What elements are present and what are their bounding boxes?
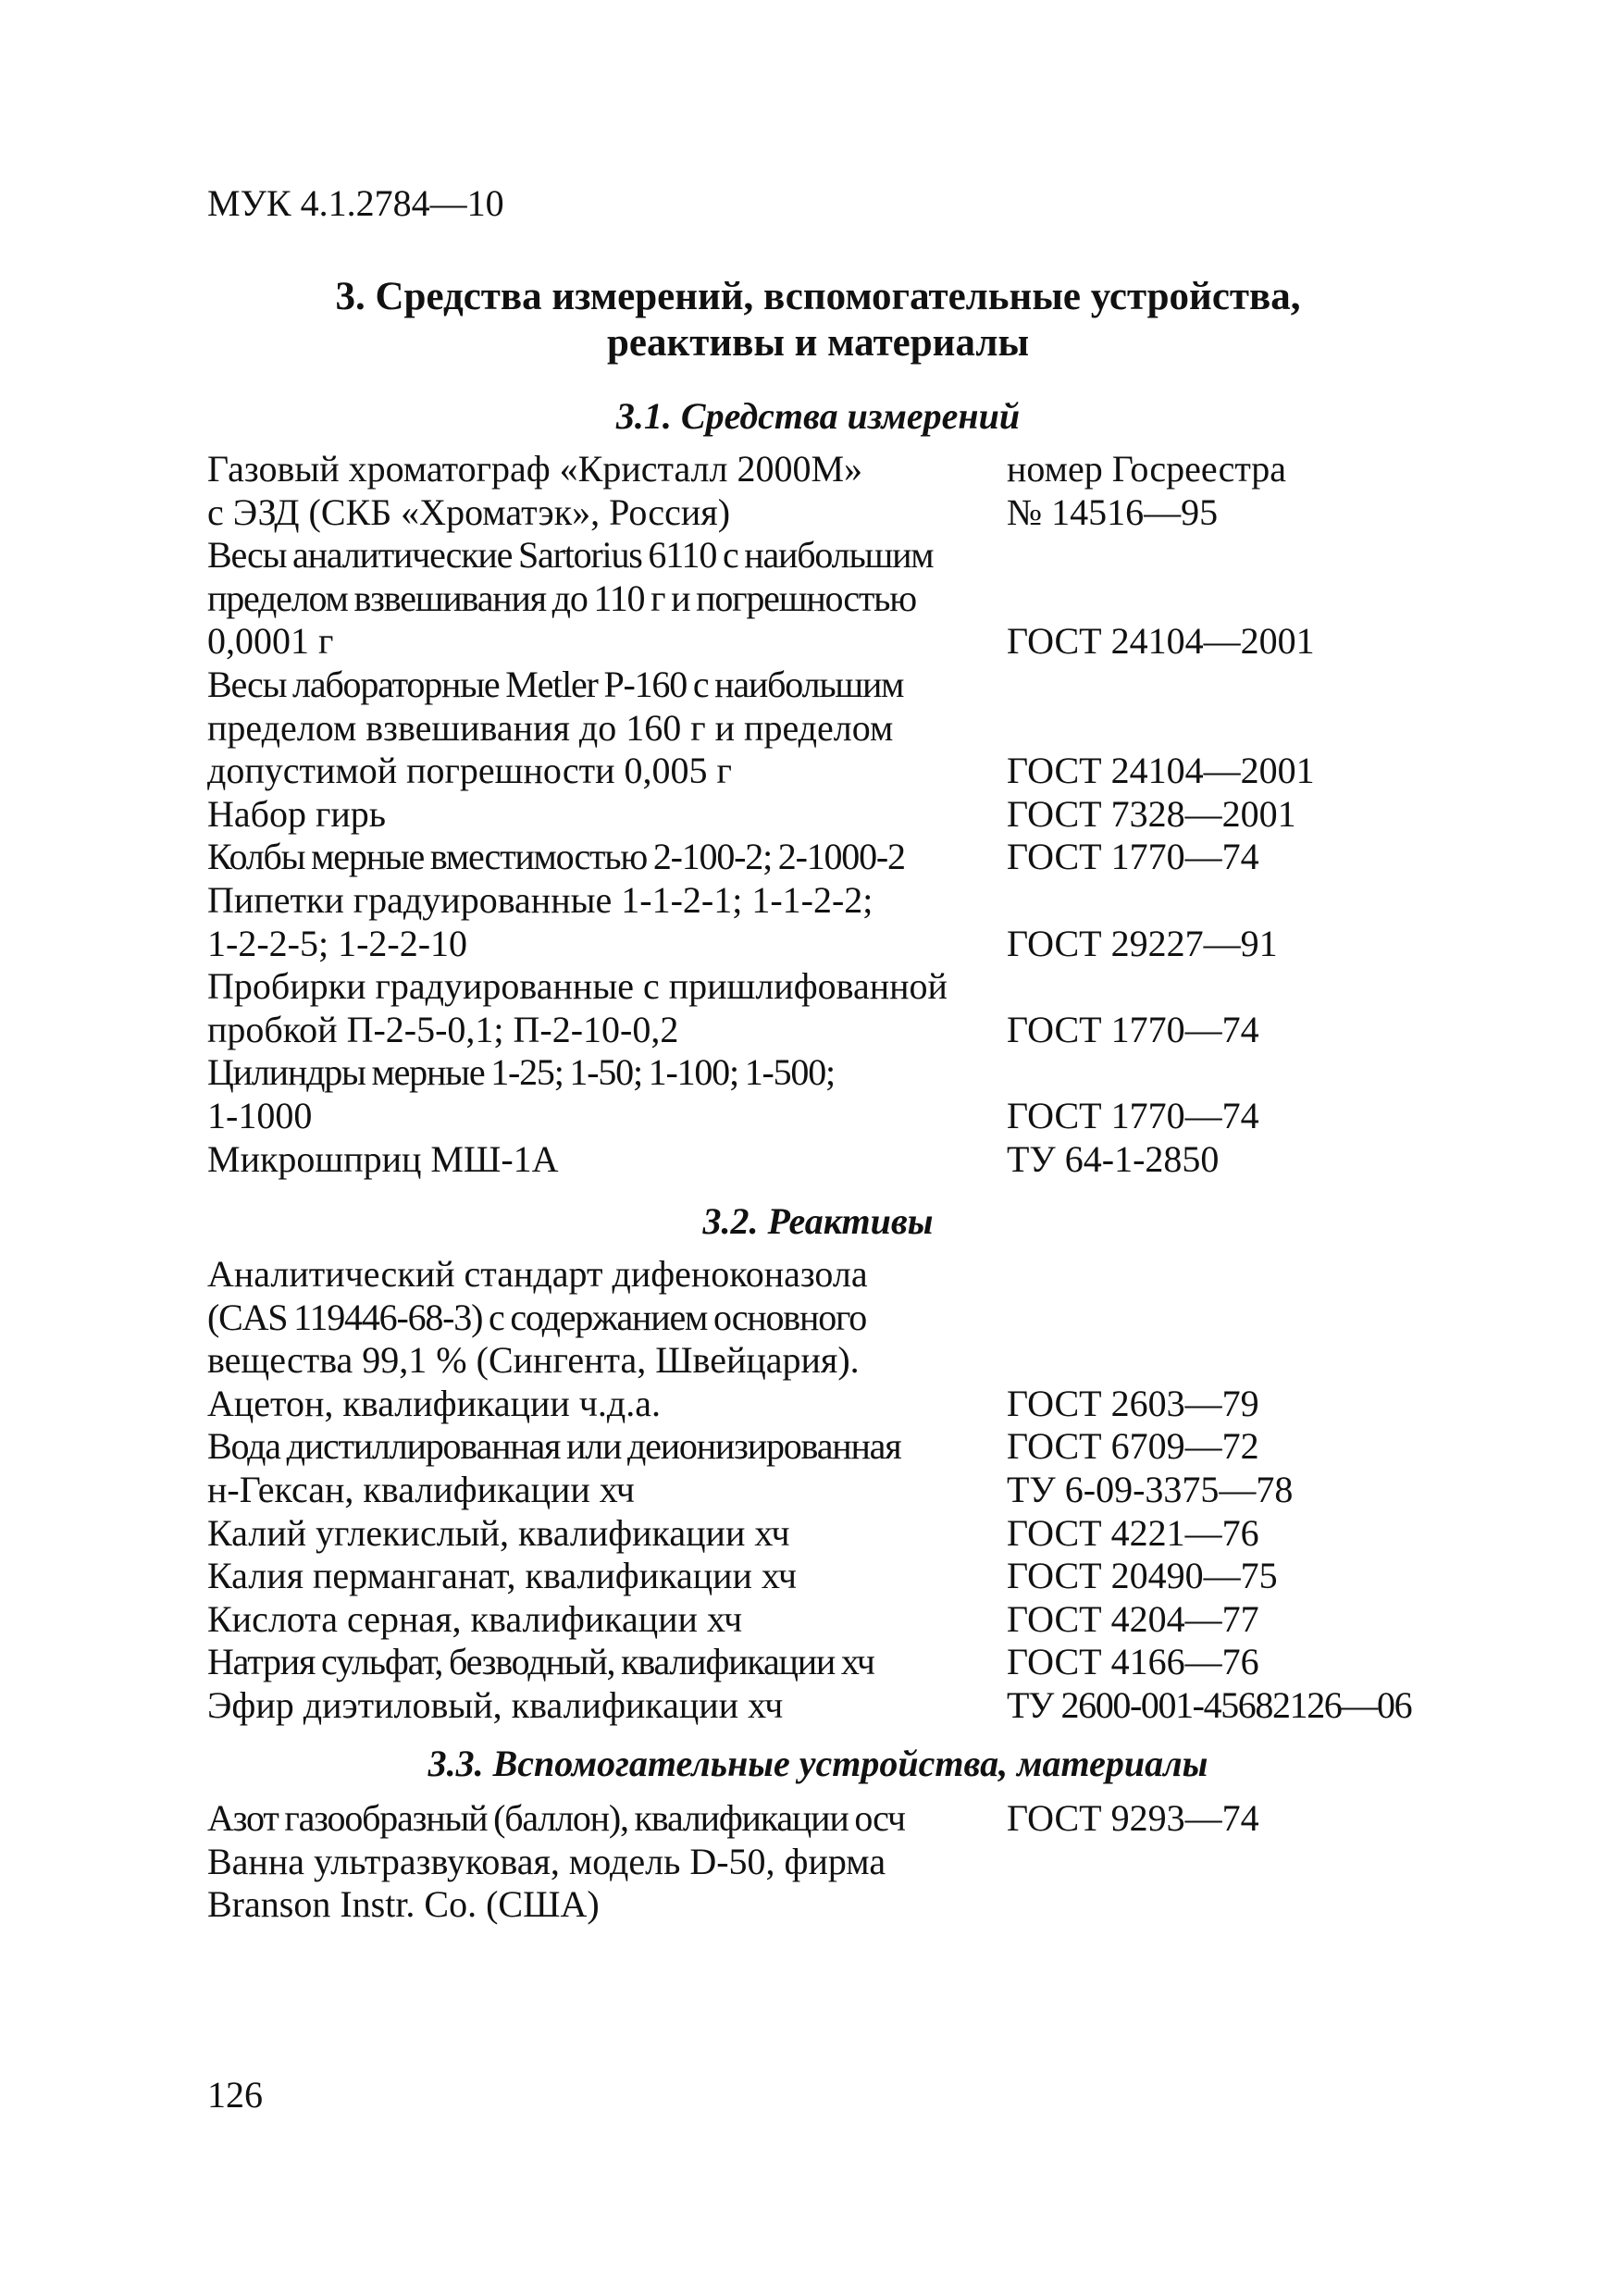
reference-line: ГОСТ 6709—72 [1007,1425,1259,1468]
description-line: н-Гексан, квалификации хч [207,1468,635,1510]
reference-line: ГОСТ 4166—76 [1007,1641,1259,1683]
reference-line: ТУ 64-1-2850 [1007,1137,1220,1180]
standard-reference [1007,923,1278,966]
list-item [207,1138,1447,1182]
section-title-line: реактивы и материалы [606,321,1030,365]
running-header: МУК 4.1.2784—10 [207,182,504,224]
standard-reference [1007,1425,1259,1469]
description-line: 0,0001 г [207,620,334,663]
description-line: Колбы мерные вместимостью 2-100-2; 2-1000-2 [207,836,905,878]
item-description [207,1797,998,1841]
list-item [207,1051,1447,1137]
list-item [207,1797,1447,1841]
reference-line: ГОСТ 1770—74 [1007,1008,1259,1050]
standard-reference [1007,1797,1259,1841]
item-description [207,1253,998,1383]
item-description [207,1138,998,1182]
item-description [207,1841,998,1927]
standard-reference [1007,620,1315,664]
standard-reference [1007,1555,1278,1598]
list-item [207,965,1447,1051]
item-description [207,534,998,664]
list-item [207,1383,1447,1426]
subsection-heading-auxiliary-devices: 3.3. Вспомогательные устройства, материалы [427,1743,1208,1784]
list-item [207,534,1447,664]
item-description [207,1051,998,1137]
description-line: Эфир диэтиловый, квалификации хч [207,1683,784,1726]
standard-reference [1007,1684,1411,1728]
standard-reference [1007,1095,1259,1138]
item-description [207,879,998,965]
description-line: (CAS 119446-68-3) с содержанием основного [207,1296,866,1338]
reference-line: ГОСТ 24104—2001 [1007,750,1315,792]
standard-reference [1007,448,1286,534]
item-description [207,793,998,837]
standard-reference [1007,750,1315,793]
list-item [207,1469,1447,1512]
reference-line: ГОСТ 2603—79 [1007,1382,1259,1424]
list-item [207,1841,1447,1927]
list-item [207,448,1447,534]
description-line: Кислота серная, квалификации хч [207,1597,743,1640]
item-description [207,664,998,793]
reference-line: номер Госреестра [1007,448,1287,490]
description-line: Весы лабораторные Metler P-160 с наибольшим [207,663,904,705]
standard-reference [1007,1009,1259,1052]
list-item [207,1425,1447,1469]
item-description [207,1684,998,1728]
list-item [207,1555,1447,1598]
standard-reference [1007,1469,1293,1512]
description-line: пределом взвешивания до 160 г и пределом [207,706,894,749]
list-item [207,879,1447,965]
description-line: Набор гирь [207,792,387,835]
description-line: Калия перманганат, квалификации хч [207,1555,798,1597]
description-line: 1-2-2-5; 1-2-2-10 [207,922,468,964]
description-line: с ЭЗД (СКБ «Хроматэк», Россия) [207,490,731,533]
standard-reference [1007,1512,1259,1556]
list-item [207,1598,1447,1642]
standard-reference [1007,1383,1259,1426]
description-line: Калий углекислый, квалификации хч [207,1511,790,1554]
description-line: Азот газообразный (баллон), квалификации осч [207,1797,905,1839]
reference-line: ГОСТ 1770—74 [1007,1094,1259,1136]
description-line: Branson Instr. Co. (США) [207,1883,600,1926]
reference-line: ГОСТ 24104—2001 [1007,620,1315,663]
reference-line: ГОСТ 1770—74 [1007,836,1259,878]
reference-line: ГОСТ 20490—75 [1007,1555,1278,1597]
item-description [207,836,998,879]
reference-line: ГОСТ 4221—76 [1007,1511,1259,1554]
reference-line: ГОСТ 9293—74 [1007,1797,1259,1839]
description-line: Ванна ультразвуковая, модель D-50, фирма [207,1840,886,1882]
description-line: Вода дистиллированная или деионизированная [207,1425,901,1468]
auxiliary-devices-list [207,1797,1447,1927]
section-title [207,274,1429,366]
item-description [207,1383,998,1426]
item-description [207,965,998,1051]
reference-line: ТУ 2600-001-45682126—06 [1007,1683,1412,1726]
standard-reference [1007,793,1296,837]
standard-reference [1007,1598,1259,1642]
reference-line: ГОСТ 4204—77 [1007,1597,1259,1640]
item-description [207,1598,998,1642]
item-description [207,1512,998,1556]
list-item [207,1684,1447,1728]
list-item [207,1641,1447,1684]
description-line: 1-1000 [207,1094,313,1136]
reference-line: ГОСТ 29227—91 [1007,922,1278,964]
list-item [207,793,1447,837]
reference-line: ТУ 6-09-3375—78 [1007,1468,1294,1510]
item-description [207,1425,998,1469]
section-title-line: 3. Средства измерений, вспомогательные устройства, [335,275,1301,318]
description-line: Пипетки градуированные 1-1-2-1; 1-1-2-2; [207,878,873,921]
description-line: Цилиндры мерные 1-25; 1-50; 1-100; 1-500; [207,1051,835,1094]
reagents-list [207,1253,1447,1728]
description-line: вещества 99,1 % (Сингента, Швейцария). [207,1339,860,1382]
list-item [207,1512,1447,1556]
standard-reference [1007,836,1259,879]
list-item [207,664,1447,793]
list-item [207,836,1447,879]
description-line: Аналитический стандарт дифеноконазола [207,1253,868,1295]
reference-line: ГОСТ 7328—2001 [1007,792,1296,835]
item-description [207,448,998,534]
description-line: допустимой погрешности 0,005 г [207,750,732,792]
description-line: пределом взвешивания до 110 г и погрешностью [207,577,916,619]
description-line: Пробирки градуированные с пришлифованной [207,965,948,1008]
item-description [207,1469,998,1512]
item-description [207,1555,998,1598]
description-line: Натрия сульфат, безводный, квалификации хч [207,1641,874,1683]
measuring-instruments-list [207,448,1447,1181]
standard-reference [1007,1641,1259,1684]
list-item [207,1253,1447,1383]
description-line: Ацетон, квалификации ч.д.а. [207,1382,662,1424]
page-number: 126 [207,2074,263,2116]
description-line: Микрошприц МШ-1А [207,1137,559,1180]
subsection-heading-reagents: 3.2. Реактивы [702,1200,934,1242]
description-line: Газовый хроматограф «Кристалл 2000М» [207,448,863,490]
subsection-heading-measuring-instruments: 3.1. Средства измерений [615,395,1021,437]
item-description [207,1641,998,1684]
description-line: Весы аналитические Sartorius 6110 с наибольшим [207,534,934,577]
reference-line: № 14516—95 [1007,490,1219,533]
description-line: пробкой П-2-5-0,1; П-2-10-0,2 [207,1008,679,1050]
standard-reference [1007,1138,1219,1182]
